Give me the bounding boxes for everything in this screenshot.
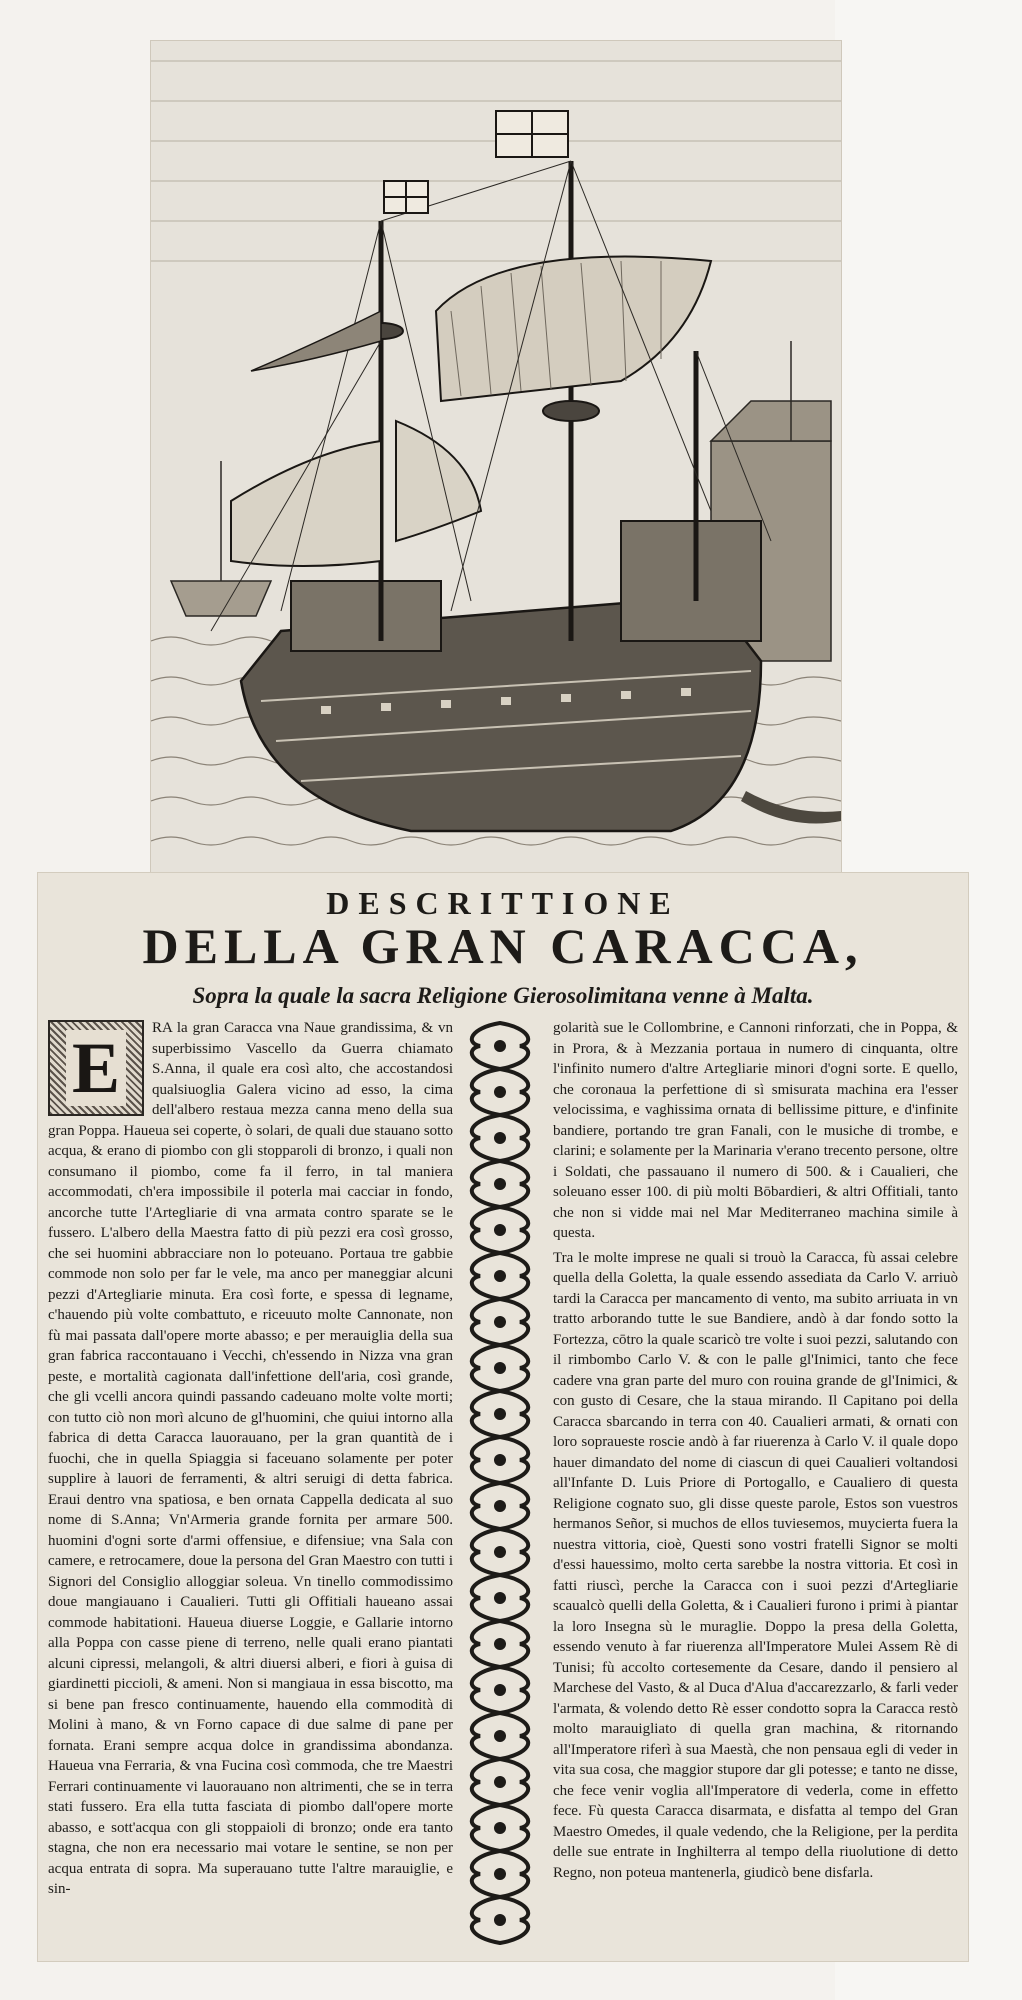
title-line-2: DELLA GRAN CARACCA,	[142, 918, 864, 974]
carrack-ship-icon	[151, 41, 841, 873]
ornament-motif	[472, 1437, 528, 1483]
ornament-motif	[472, 1897, 528, 1943]
left-column	[48, 1018, 453, 1953]
ornament-motif	[472, 1161, 528, 1207]
ornament-motif	[472, 1621, 528, 1667]
drop-cap-letter: E	[66, 1030, 126, 1106]
ship-engraving	[150, 40, 842, 874]
ornament-motif	[472, 1575, 528, 1621]
text-sheet	[37, 872, 969, 1962]
ornament-icon	[450, 1013, 550, 1951]
ornament-motif	[472, 1299, 528, 1345]
ornament-motif	[472, 1667, 528, 1713]
drop-cap	[48, 1020, 144, 1116]
right-column	[553, 1018, 958, 1953]
ornament-motif	[472, 1759, 528, 1805]
title-line-1: DESCRITTIONE	[326, 885, 680, 921]
right-paragraph-1: golarità sue le Collombrine, e Cannoni rinforzati, che in Poppa, & in Prora, & à Mezzania portaua in numero di cinquanta, oltre l'infinito numero d'altre Artegliarie minori d'ogni sorte. E quello, che coronaua la perfettione di sì smisurata machina era l'esser velocissima, e vaghissima ornata di bellissime pitture, e d'infinite bandiere, portando tre gran Fanali, con le musiche di trombe, e clarini; e solamente per la Marinaria v'erano trecento persone, oltre i Soldati, che passauano il numero di 500. & i Caualieri, che soleuano esser 100. di più molti Bōbardieri, & altri Offitiali, tanto che non si vidde mai nel Mar Mediterraneo machina simile à questa.	[553, 1020, 958, 1241]
ornament-motif	[472, 1069, 528, 1115]
ornament-motif	[472, 1851, 528, 1897]
ornament-motif	[472, 1253, 528, 1299]
ornament-motif	[472, 1023, 528, 1069]
ornament-motif	[472, 1115, 528, 1161]
ornament-motif	[472, 1391, 528, 1437]
ornament-motif	[472, 1207, 528, 1253]
ornament-motif	[472, 1713, 528, 1759]
ornamental-divider	[450, 1013, 550, 1951]
ornament-motif	[472, 1345, 528, 1391]
ornament-motif	[472, 1529, 528, 1575]
right-paragraph-2: Tra le molte imprese ne quali si trouò la Caracca, fù assai celebre quella della Goletta, la quale essendo assediata da Carlo V. arriuò tardi la Caracca per mancamento di vento, ma subito arriuata in vn tratto arborando tutte le sue Bandiere, andò à dar fondo sotto la Fortezza, cōtro la quale scaricò tre volte i suoi pezzi, salutando con il rimbombo Carlo V. & con le palle gl'Inimici, tanto che fece cadere vna gran parte del muro con rouina grande de gl'Inimici, & con gusto di Cesare, che la staua mirando. Il Capitano poi della Caracca sbarcando in terra con 40. Caualieri armati, & ornati con loro sopraueste roscie andò à far riuerenza à Carlo V. il quale dopo hauer dimandato del nome di ciascun di quei Caualieri voltandosi all'Infante D. Luis Priore di Portogallo, e Caualiero di questa Religione cognato suo, gli disse queste parole, Estos son vuestros hermanos Señor, si muchos de ellos tuviesemos, muycierta fuera la nuestra vittoria, cioè, Questi sono vostri fratelli Signor se molti d'essi hauessimo, molto certa sarebbe la nostra vittoria. Et così in fatti riuscì, perche la Caracca con i suoi pezzi d'Artegliarie scaualcò quelli della Goletta, & i Caualieri furono i primi à piantar la loro Insegna sù le muraglie. Doppo la presa della Goletta, essendo venuto à far riuerenza all'Imperatore Mulei Assem Rè di Tunisi; fù accolto cortesemente da Cesare, dando il pensiero al Marchese del Vasto, & al Duca d'Alua d'accarezzarlo, & farli veder l'armata, & volendo detto Rè esser condotto sopra la Caracca restò molto marauigliato di quella gran machina, & ritornando all'Imperatore riferì à sua Maestà, che non pensaua egli di veder in vita sua cosa, che maggior stupore dar gli potesse; e tanto ne disse, che fece venir voglia all'Imperatore di vederla, come in effetto fece. Fù questa Caracca disarmata, e disfatta al tempo del Gran Maestro Omedes, il quale vedendo, che la Religione, per la perdita delle sue entrate in Inghilterra al tempo della riuolutione di detto Regno, non poteua mantenerla, giudicò bene disfarla.	[553, 1249, 958, 1881]
ornament-motif	[472, 1483, 528, 1529]
left-paragraph: RA la gran Caracca vna Naue grandissima, & vn superbissimo Vascello da Guerra chiamato S.Anna, il quale era così alto, che accostandosi qualsiuoglia Galera vicino ad esso, la cima dell'albero restaua mezza canna meno della sua gran Poppa. Haueua sei coperte, ò solari, de quali due stauano sotto acqua, & erano di piombo con gli stopparoli di bronzo, i quali non consumano il piombo, come fa il ferro, in tal maniera accommodati, ch'era impossibile il poterla mai cacciar in fondo, ancorche tutte l'Artegliarie di vna armata contro sparate se le fussero. L'albero della Maestra fatto di più pezzi era così grosso, che sei huomini abbracciare non lo poteuano. Portaua tre gabbie commode non solo per far le vele, ma anco per maneggiar alcuni pezzi d'Artegliarie minuta. Era così forte, e spessa di legname, c'hauendo più volte combattuto, e riceuuto molte Cannonate, non fù mai passata dall'opere morte abasso; e per merauiglia della sua gran fabrica raccontauano i Vecchi, ch'essendo in Nizza vna gran peste, e mortalità cagionata dall'infettione dell'aria, così grande, che gli vcelli ancora quindi passando cadeuano molte volte morti; con tutto ciò non morì alcuno de gl'huomini, che quiui intorno alla fabrica di detta Caracca lauorauano, per la gran quantità de i fuochi, che in quella Spiaggia si faceuano solamente per poter supplire à lauori de ferramenti, & altri seruigi di detta fabrica. Eraui dentro vna spatiosa, e ben ornata Cappella dedicata al suo nome di S.Anna; Vn'Armeria grande fornita per armare 500. huomini d'ogni sorte d'armi offensiue, e difensiue; vna Sala con camere, e retrocamere, doue la persona del Gran Maestro con tutti i Signori del Consiglio alloggiar soleua. Vn tinello commodissimo doue mangiauano i Caualieri. Tutti gli Offitiali haueano assai commode habitationi. Haueua diuerse Loggie, e Gallarie intorno alla Poppa con casse piene di terreno, nelle quali erano piantati alcuni cipressi, melangoli, & altri diuersi alberi, e fiori à guisa di giardinetti piccioli, & ameni. Non si mangiaua in essa biscotto, ma si bene pan fresco continuamente, hauendo ella commodità di Molini à mano, & vn Forno capace di due salme di pane per fornata. Erani sempre acqua dolce in grandissima abondanza. Haueua vna Ferraria, & vna Fucina così commoda, che tre Maestri Ferrari continuamente vi lauorauano non altrimenti, che se in terra stati fussero. Era ella tutta fasciata di piombo dall'opere morte abasso, e sott'acqua con gli stoppaioli di bronzo; onde era tanto stagna, che non era necessario mai votare le sentine, se non per acqua entrata di sopra. Ma superauano tutte l'altre marauiglie, e sin-	[48, 1020, 453, 1897]
ornament-motif	[472, 1805, 528, 1851]
subtitle: Sopra la quale la sacra Religione Gierosolimitana venne à Malta.	[192, 983, 814, 1008]
